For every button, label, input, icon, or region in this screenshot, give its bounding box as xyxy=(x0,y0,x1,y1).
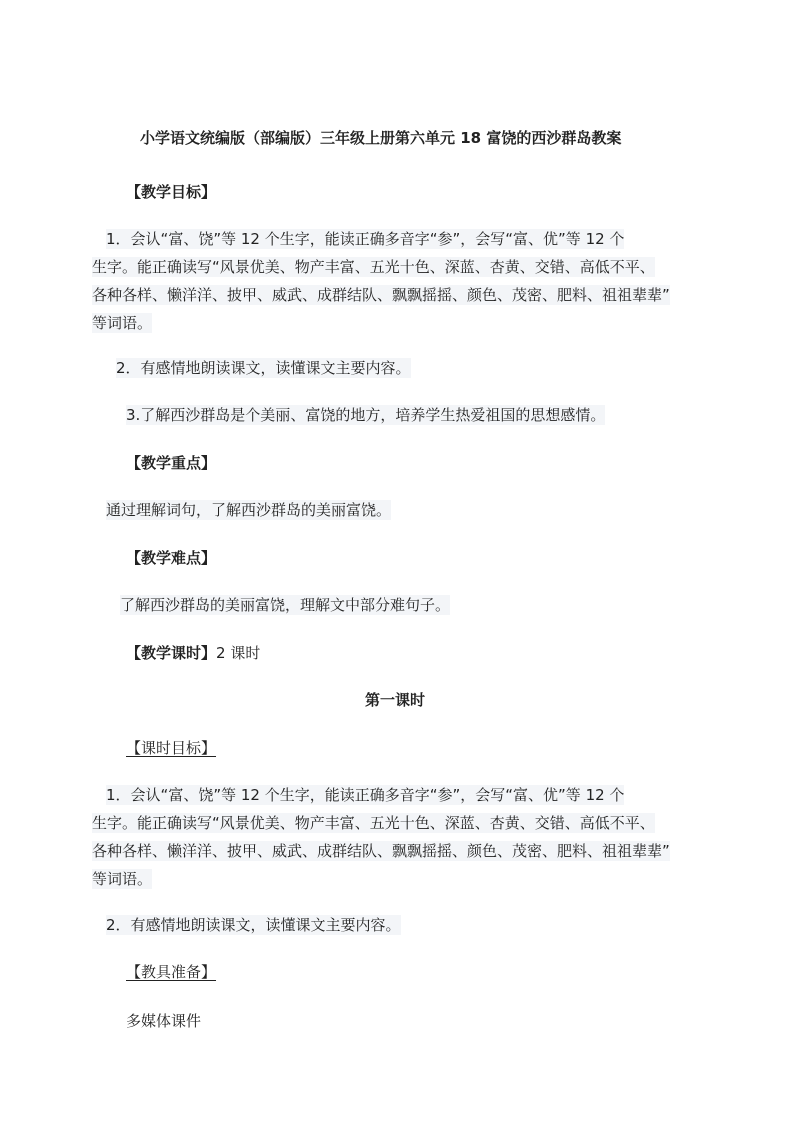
heading-teaching-goals: 【教学目标】 xyxy=(126,183,217,201)
goal-2: 2．有感情地朗读课文，读懂课文主要内容。 xyxy=(116,359,411,377)
lesson-goal-1-line-1: 1．会认“富、饶”等 12 个生字，能读正确多音字“参”，会写“富、优”等 12 个 xyxy=(106,786,625,804)
heading-difficult-points: 【教学难点】 xyxy=(126,549,217,567)
goal-1-line-2: 生字。能正确读写“风景优美、物产丰富、五光十色、深蓝、杏黄、交错、高低不平、 xyxy=(92,258,655,276)
lesson-title: 第一课时 xyxy=(365,691,426,709)
teaching-materials-text: 多媒体课件 xyxy=(126,1012,202,1030)
heading-teaching-hours: 【教学课时】 xyxy=(126,644,217,662)
document-title: 小学语文统编版（部编版）三年级上册第六单元 18 富饶的西沙群岛教案 xyxy=(140,129,622,147)
lesson-goal-1-line-2: 生字。能正确读写“风景优美、物产丰富、五光十色、深蓝、杏黄、交错、高低不平、 xyxy=(92,814,655,832)
teaching-hours-row xyxy=(126,643,260,663)
goal-1-line-1: 1．会认“富、饶”等 12 个生字，能读正确多音字“参”，会写“富、优”等 12 个 xyxy=(106,230,625,248)
goal-1-line-4: 等词语。 xyxy=(92,314,153,332)
difficult-points-text: 了解西沙群岛的美丽富饶，理解文中部分难句子。 xyxy=(120,596,451,614)
heading-key-points: 【教学重点】 xyxy=(126,454,217,472)
lesson-goal-1-line-3: 各种各样、懒洋洋、披甲、威武、成群结队、飘飘摇摇、颜色、茂密、肥料、祖祖辈辈” xyxy=(92,842,670,860)
lesson-goal-2: 2．有感情地朗读课文，读懂课文主要内容。 xyxy=(106,916,401,934)
heading-teaching-materials: 【教具准备】 xyxy=(126,963,217,981)
heading-lesson-goals: 【课时目标】 xyxy=(126,739,217,757)
teaching-hours-value: 2 课时 xyxy=(216,644,261,662)
key-points-text: 通过理解词句，了解西沙群岛的美丽富饶。 xyxy=(106,501,392,519)
lesson-goal-1-line-4: 等词语。 xyxy=(92,870,153,888)
goal-3: 3.了解西沙群岛是个美丽、富饶的地方，培养学生热爱祖国的思想感情。 xyxy=(126,406,606,424)
goal-1-line-3: 各种各样、懒洋洋、披甲、威武、成群结队、飘飘摇摇、颜色、茂密、肥料、祖祖辈辈” xyxy=(92,286,670,304)
